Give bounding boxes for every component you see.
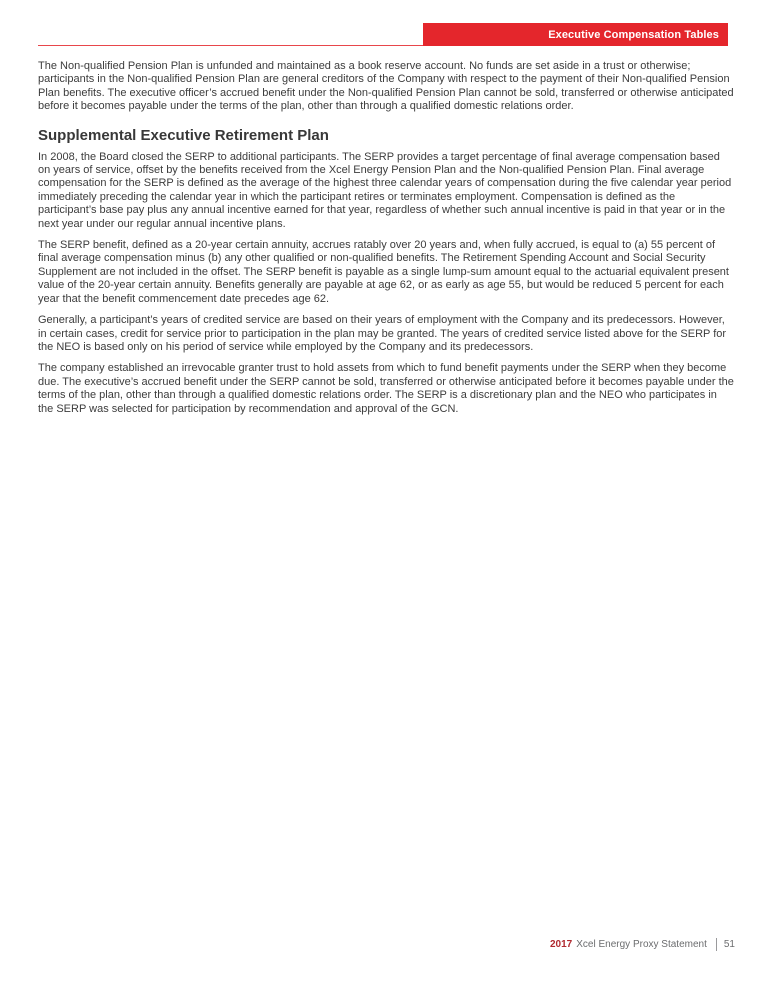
- page-header: [38, 0, 728, 46]
- page-content: [38, 46, 734, 424]
- footer-divider: [716, 938, 717, 951]
- paragraph-serp-benefit: The SERP benefit, defined as a 20-year certain annuity, accrues ratably over 20 years and, when fully accrued, is equal to (a) 55 percent of final average compensation minus (b) any other qualified or non-qualified benefits. The Retirement Spending Account and Social Security Supplement are not included in the offset. The SERP benefit is payable as a single lump-sum amount equal to the actuarial equivalent present value of the 20-year certain annuity. Benefits generally are payable at age 62, or as early as age 55, but would be reduced 5 percent for each year that the benefit commencement date precedes age 62.: [38, 239, 729, 305]
- section-badge-label: Executive Compensation Tables: [548, 28, 719, 41]
- section-badge: [423, 23, 728, 46]
- footer-page-number: 51: [723, 939, 735, 950]
- paragraph-grantor-trust: The company established an irrevocable granter trust to hold assets from which to fund benefit payments under the SERP when they become due. The executive’s accrued benefit under the SERP cannot be sold, transferred or otherwise anticipated before it becomes payable under the terms of the plan, other than through a qualified domestic relations order. The SERP is a discretionary plan and the NEO who participates in the SERP was selected for participation by recommendation and approval of the GCN.: [38, 362, 734, 415]
- footer-year: 2017: [550, 939, 573, 950]
- paragraph-serp-overview: In 2008, the Board closed the SERP to additional participants. The SERP provides a target percentage of final average compensation based on years of service, offset by the benefits received from the Xcel Energy Pension Plan and the Non-qualified Pension Plan. Final average compensation for the SERP is defined as the average of the highest three calendar years of compensation during the five calendar year period immediately preceding the calendar year in which the participant retires or terminates employment. Compensation is defined as the participant’s base pay plus any annual incentive earned for that year, regardless of whether such annual incentive is paid in that year or in the next year under our regular annual incentive plans.: [38, 150, 732, 230]
- paragraph-nonqualified-pension-plan: The Non-qualified Pension Plan is unfunded and maintained as a book reserve account. No funds are set aside in a trust or otherwise; participants in the Non-qualified Pension Plan are general creditors of the Company with respect to the payment of their Non-qualified Pension Plan benefits. The executive officer’s accrued benefit under the Non-qualified Pension Plan cannot be sold, transferred or otherwise anticipated before it becomes payable under the terms of the plan, other than through a qualified domestic relations order.: [38, 60, 734, 113]
- footer-title: Xcel Energy Proxy Statement: [576, 939, 707, 950]
- paragraph-credited-service: Generally, a participant’s years of credited service are based on their years of employment with the Company and its predecessors. However, in certain cases, credit for service prior to participation in the plan may be granted. The years of credited service listed above for the SERP for the NEO is based only on his period of service while employed by the Company and its predecessors.: [38, 314, 727, 353]
- section-title: Supplemental Executive Retirement Plan: [38, 126, 329, 144]
- page-footer: [550, 938, 735, 951]
